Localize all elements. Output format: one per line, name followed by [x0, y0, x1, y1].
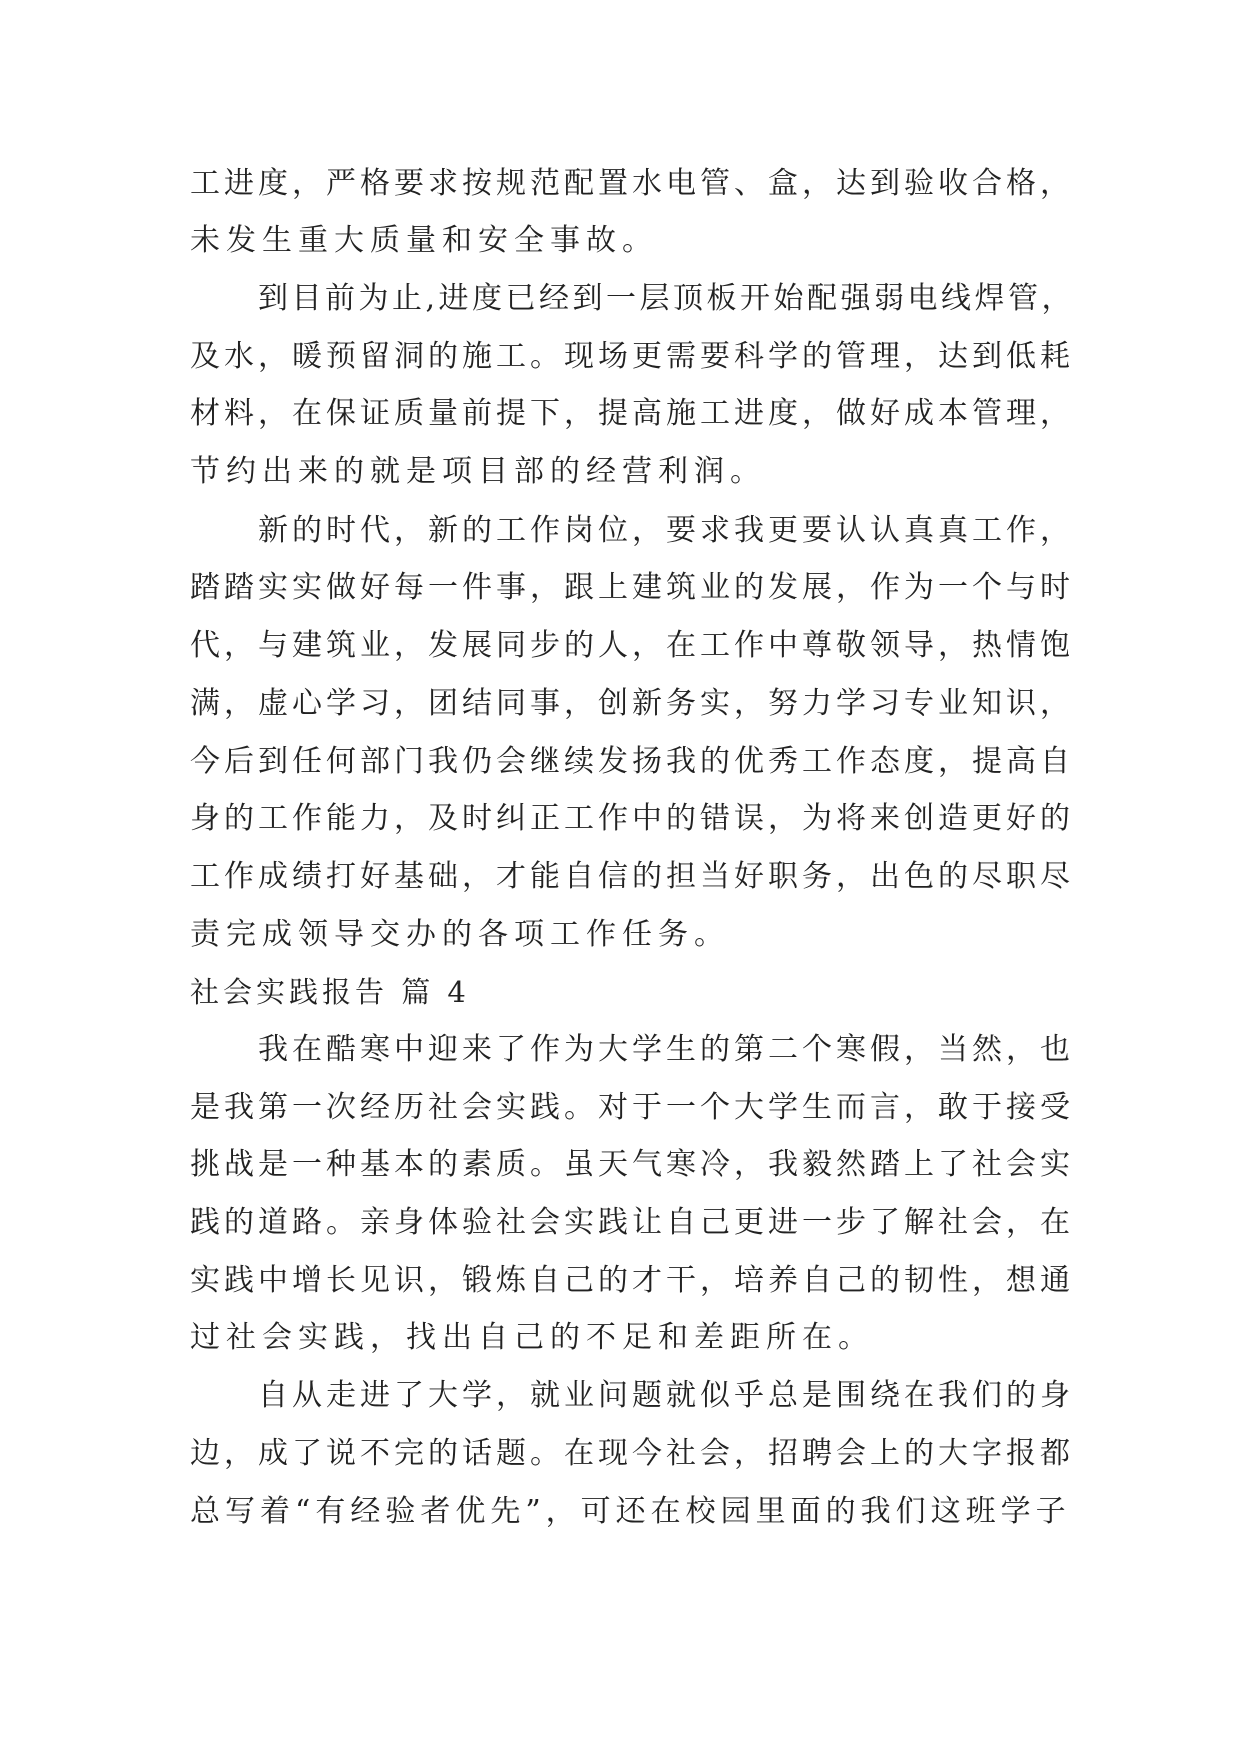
paragraph-start-line: 我在酷寒中迎来了作为大学生的第二个寒假，当然，也: [258, 1032, 1074, 1067]
paragraph-start-line: 自从走进了大学，就业问题就似乎总是围绕在我们的身: [258, 1378, 1074, 1413]
text-line: 及水，暖预留洞的施工。现场更需要科学的管理，达到低耗: [190, 339, 1074, 374]
text-line: 满，虚心学习，团结同事，创新务实，努力学习专业知识，: [190, 686, 1074, 721]
text-line: 践的道路。亲身体验社会实践让自己更进一步了解社会，在: [190, 1205, 1074, 1240]
text-line: 代，与建筑业，发展同步的人，在工作中尊敬领导，热情饱: [190, 628, 1074, 663]
text-line: 实践中增长见识，锻炼自己的才干，培养自己的韧性，想通: [190, 1263, 1074, 1298]
paragraph-start-line: 到目前为止,进度已经到一层顶板开始配强弱电线焊管，: [258, 281, 1076, 316]
section-heading: 社会实践报告 篇 4: [190, 975, 470, 1009]
text-line: 节约出来的就是项目部的经营利润。: [190, 454, 766, 489]
text-line: 未发生重大质量和安全事故。: [190, 223, 658, 258]
text-line: 总写着“有经验者优先”，可还在校园里面的我们这班学子: [190, 1494, 1071, 1529]
text-line: 今后到任何部门我仍会继续发扬我的优秀工作态度，提高自: [190, 744, 1074, 779]
text-line: 工进度，严格要求按规范配置水电管、盒，达到验收合格，: [190, 166, 1074, 201]
text-line: 身的工作能力，及时纠正工作中的错误，为将来创造更好的: [190, 801, 1074, 836]
text-line: 边，成了说不完的话题。在现今社会，招聘会上的大字报都: [190, 1436, 1074, 1471]
text-line: 过社会实践，找出自己的不足和差距所在。: [190, 1320, 874, 1355]
paragraph-start-line: 新的时代，新的工作岗位，要求我更要认认真真工作，: [258, 513, 1074, 548]
text-line: 材料，在保证质量前提下，提高施工进度，做好成本管理，: [190, 396, 1074, 431]
text-line: 责完成领导交办的各项工作任务。: [190, 917, 730, 952]
text-line: 挑战是一种基本的素质。虽天气寒冷，我毅然踏上了社会实: [190, 1147, 1074, 1182]
text-line: 工作成绩打好基础，才能自信的担当好职务，出色的尽职尽: [190, 859, 1074, 894]
text-line: 是我第一次经历社会实践。对于一个大学生而言，敢于接受: [190, 1090, 1074, 1125]
text-line: 踏踏实实做好每一件事，跟上建筑业的发展，作为一个与时: [190, 570, 1074, 605]
